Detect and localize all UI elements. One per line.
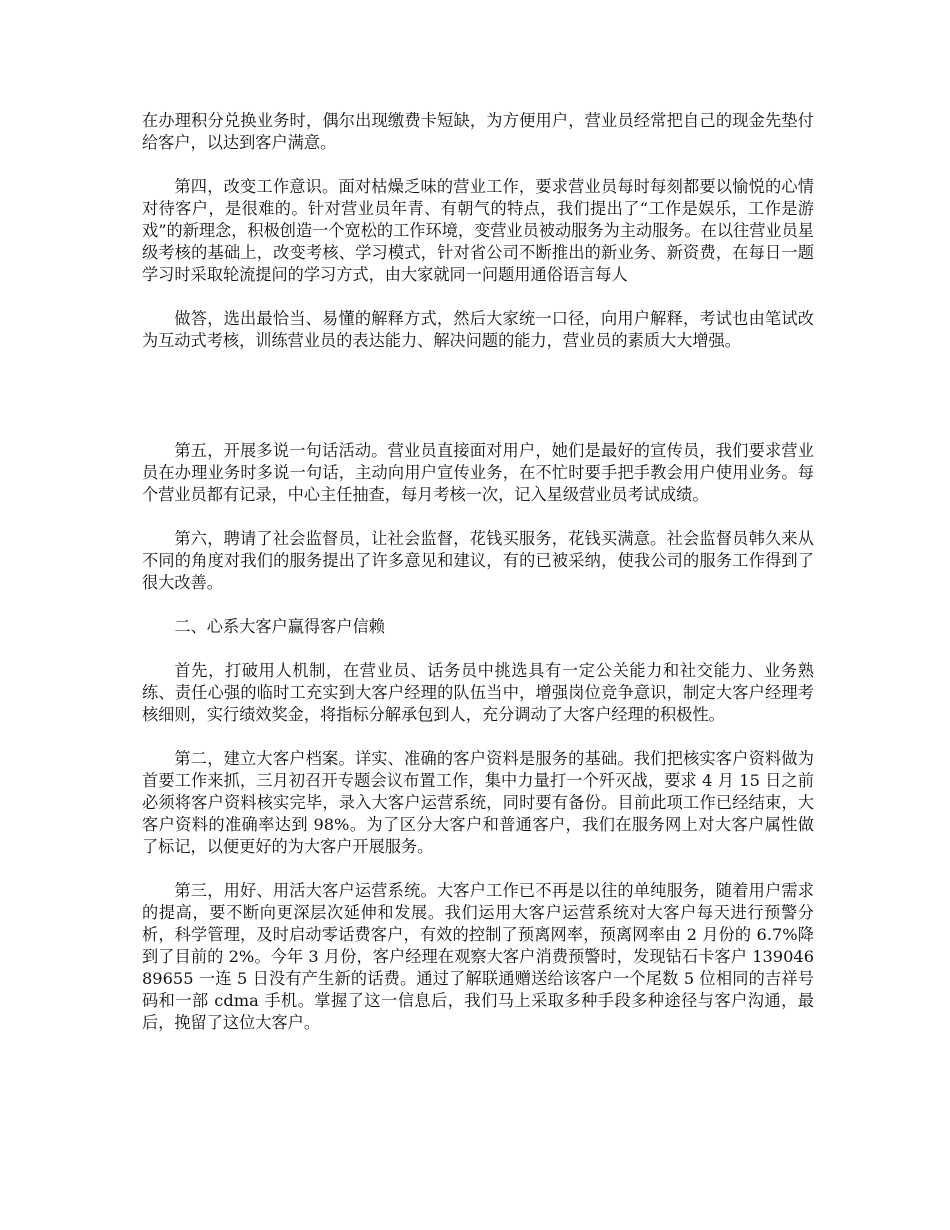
paragraph-third-operation-system: 第三，用好、用活大客户运营系统。大客户工作已不再是以往的单纯服务，随着用户需求的提高，要不断向更深层次延伸和发展。我们运用大客户运营系统对大客户每天进行预警分析，科学管理，及时启动零话费客户，有效的控制了预离网率，预离网率由 2 月份的 6.7%降到了目前的 2%。今年 3 月份，客户经理在观察大客户消费预警时，发现钻石卡客户 13904689655 一连 5 日没有产生新的话费。通过了解联通赠送给该客户一个尾数 5 位相同的吉祥号码和一部 cdma 手机。掌握了这一信息后，我们马上采取多种手段多种途径与客户沟通，最后，挽留了这位大客户。: [142, 881, 814, 1032]
paragraph-fourth-work-awareness: 第四，改变工作意识。面对枯燥乏味的营业工作，要求营业员每时每刻都要以愉悦的心情对待客户，是很难的。针对营业员年青、有朝气的特点，我们提出了“工作是娱乐，工作是游戏”的新理念，积极创造一个宽松的工作环境，变营业员被动服务为主动服务。在以往营业员星级考核的基础上，改变考核、学习模式，针对省公司不断推出的新业务、新资费，在每日一题学习时采取轮流提问的学习方式，由大家就同一问题用通俗语言每人: [142, 177, 814, 284]
paragraph-fifth-one-more-sentence: 第五，开展多说一句话活动。营业员直接面对用户，她们是最好的宣传员，我们要求营业员在办理业务时多说一句话，主动向用户宣传业务，在不忙时要手把手教会用户使用业务。每个营业员都有记录，中心主任抽查，每月考核一次，记入星级营业员考试成绩。: [142, 441, 814, 504]
section-heading-key-customers: 二、心系大客户赢得客户信赖: [174, 617, 385, 636]
paragraph-first-employment-mechanism: 首先，打破用人机制，在营业员、话务员中挑选具有一定公关能力和社交能力、业务熟练、责任心强的临时工充实到大客户经理的队伍当中，增强岗位竞争意识，制定大客户经理考核细则，实行绩效奖金，将指标分解承包到人，充分调动了大客户经理的积极性。: [142, 661, 814, 724]
paragraph-points-redemption: 在办理积分兑换业务时，偶尔出现缴费卡短缺，为方便用户，营业员经常把自己的现金先垫付给客户，以达到客户满意。: [142, 111, 814, 152]
document-body: [142, 110, 814, 1034]
paragraph-answer-method: 做答，选出最恰当、易懂的解释方式，然后大家统一口径，向用户解释，考试也由笔试改为互动式考核，训练营业员的表达能力、解决问题的能力，营业员的素质大大增强。: [142, 309, 814, 350]
paragraph-sixth-social-supervisor: 第六，聘请了社会监督员，让社会监督，花钱买服务，花钱买满意。社会监督员韩久来从不同的角度对我们的服务提出了许多意见和建议，有的已被采纳，使我公司的服务工作得到了很大改善。: [142, 529, 814, 592]
paragraph-second-customer-archive: 第二，建立大客户档案。详实、准确的客户资料是服务的基础。我们把核实客户资料做为首要工作来抓，三月初召开专题会议布置工作，集中力量打一个歼灭战，要求 4 月 15 日之前必须将客户资料核实完毕，录入大客户运营系统，同时要有备份。目前此项工作已经结束，大客户资料的准确率达到 98%。为了区分大客户和普通客户，我们在服务网上对大客户属性做了标记，以便更好的为大客户开展服务。: [142, 749, 814, 856]
